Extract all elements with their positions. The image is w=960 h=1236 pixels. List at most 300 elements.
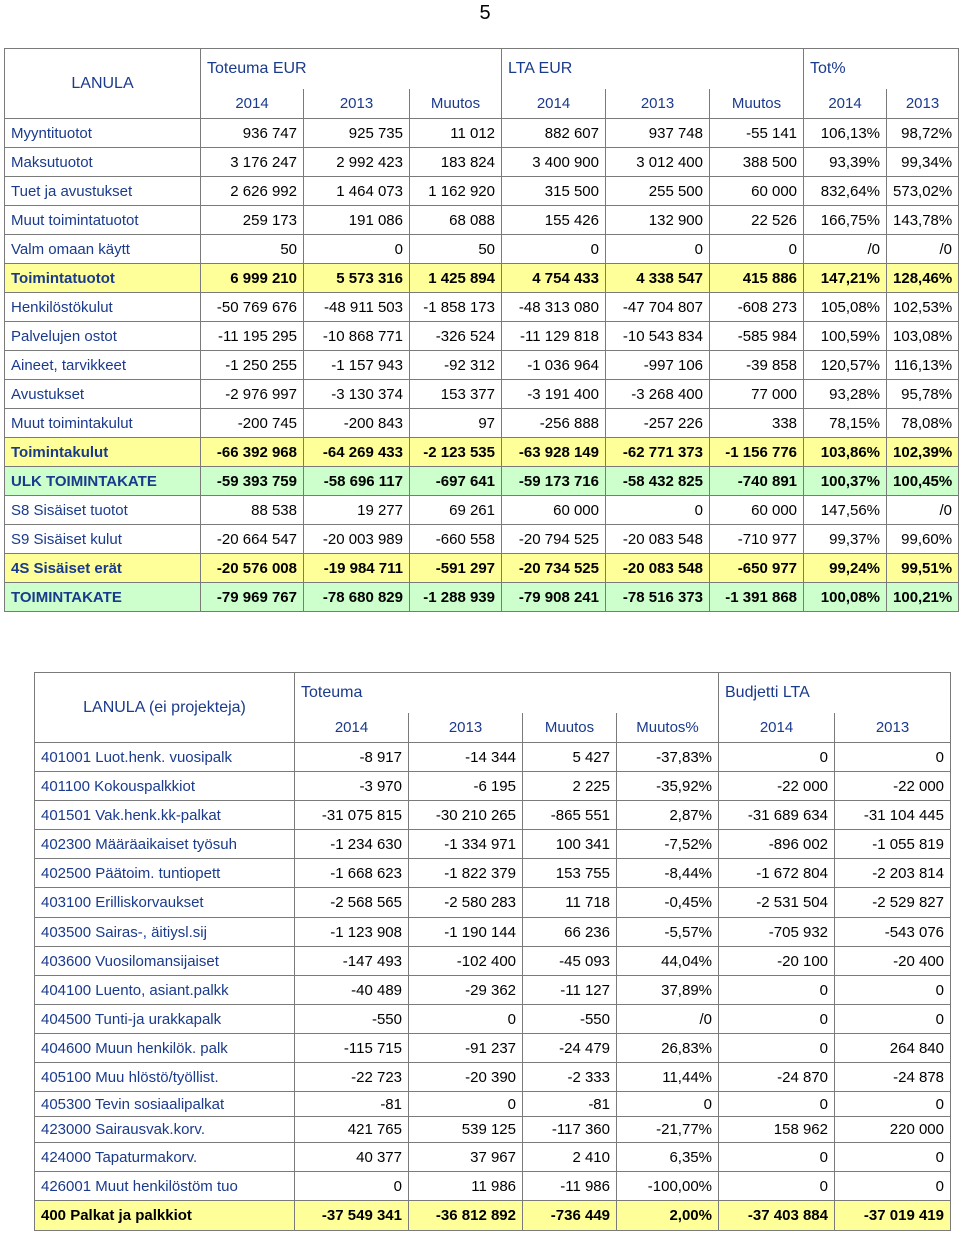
column-header: 2014	[201, 89, 304, 119]
value-cell: -64 269 433	[304, 438, 410, 467]
value-cell: 255 500	[606, 177, 710, 206]
value-cell: -1 822 379	[409, 859, 523, 888]
value-cell: -3 268 400	[606, 380, 710, 409]
value-cell: 0	[409, 1005, 523, 1034]
table-row	[5, 322, 959, 351]
value-cell: 44,04%	[617, 947, 719, 976]
value-cell: 78,08%	[887, 409, 959, 438]
value-cell: -81	[523, 1092, 617, 1117]
value-cell: -1 156 776	[710, 438, 804, 467]
value-cell: 1 162 920	[410, 177, 502, 206]
value-cell: 68 088	[410, 206, 502, 235]
table-row	[5, 351, 959, 380]
value-cell: 77 000	[710, 380, 804, 409]
value-cell: 97	[410, 409, 502, 438]
value-cell: -1 190 144	[409, 918, 523, 947]
value-cell: -1 055 819	[835, 830, 951, 859]
row-label: ULK TOIMINTAKATE	[5, 467, 201, 496]
value-cell: 539 125	[409, 1117, 523, 1143]
value-cell: 158 962	[719, 1117, 835, 1143]
value-cell: 937 748	[606, 119, 710, 148]
value-cell: -62 771 373	[606, 438, 710, 467]
table-row	[35, 1034, 951, 1063]
value-cell: -117 360	[523, 1117, 617, 1143]
table-row	[5, 525, 959, 554]
value-cell: 100,08%	[804, 583, 887, 612]
group-header: Budjetti LTA	[719, 673, 951, 713]
row-label: Aineet, tarvikkeet	[5, 351, 201, 380]
value-cell: -22 723	[295, 1063, 409, 1092]
value-cell: 2 992 423	[304, 148, 410, 177]
row-label: 405300 Tevin sosiaalipalkat	[35, 1092, 295, 1117]
table-row	[5, 409, 959, 438]
value-cell: -78 680 829	[304, 583, 410, 612]
table-title: LANULA (ei projekteja)	[35, 673, 295, 743]
value-cell: 4 754 433	[502, 264, 606, 293]
row-label: 403100 Erilliskorvaukset	[35, 888, 295, 918]
value-cell: -11 195 295	[201, 322, 304, 351]
value-cell: 315 500	[502, 177, 606, 206]
value-cell: /0	[887, 235, 959, 264]
value-cell: 2,87%	[617, 801, 719, 830]
value-cell: 22 526	[710, 206, 804, 235]
value-cell: 3 012 400	[606, 148, 710, 177]
row-label: TOIMINTAKATE	[5, 583, 201, 612]
table-row	[5, 177, 959, 206]
value-cell: 147,56%	[804, 496, 887, 525]
row-label: 405100 Muu hlöstö/työllist.	[35, 1063, 295, 1092]
value-cell: 925 735	[304, 119, 410, 148]
value-cell: -63 928 149	[502, 438, 606, 467]
value-cell: -11 127	[523, 976, 617, 1005]
value-cell: -92 312	[410, 351, 502, 380]
value-cell: 0	[295, 1172, 409, 1201]
table-row	[35, 1143, 951, 1172]
value-cell: -59 393 759	[201, 467, 304, 496]
value-cell: -100,00%	[617, 1172, 719, 1201]
row-label: 404100 Luento, asiant.palkk	[35, 976, 295, 1005]
table-row	[35, 859, 951, 888]
table-row	[35, 1117, 951, 1143]
value-cell: -24 870	[719, 1063, 835, 1092]
value-cell: -31 075 815	[295, 801, 409, 830]
row-label: Valm omaan käytt	[5, 235, 201, 264]
value-cell: 2 225	[523, 772, 617, 801]
page-number: 5	[479, 2, 491, 24]
value-cell: -58 696 117	[304, 467, 410, 496]
value-cell: -147 493	[295, 947, 409, 976]
value-cell: -3 130 374	[304, 380, 410, 409]
value-cell: 78,15%	[804, 409, 887, 438]
table-row	[35, 976, 951, 1005]
value-cell: -550	[295, 1005, 409, 1034]
value-cell: -31 689 634	[719, 801, 835, 830]
value-cell: -585 984	[710, 322, 804, 351]
value-cell: -37 403 884	[719, 1201, 835, 1231]
value-cell: -0,45%	[617, 888, 719, 918]
value-cell: 388 500	[710, 148, 804, 177]
table-row	[35, 830, 951, 859]
value-cell: 0	[835, 1172, 951, 1201]
value-cell: -2 976 997	[201, 380, 304, 409]
value-cell: 102,53%	[887, 293, 959, 322]
value-cell: 259 173	[201, 206, 304, 235]
value-cell: -256 888	[502, 409, 606, 438]
value-cell: 0	[304, 235, 410, 264]
value-cell: 99,24%	[804, 554, 887, 583]
row-label: Avustukset	[5, 380, 201, 409]
value-cell: 2 410	[523, 1143, 617, 1172]
value-cell: -2 531 504	[719, 888, 835, 918]
row-label: Tuet ja avustukset	[5, 177, 201, 206]
row-label: 423000 Sairausvak.korv.	[35, 1117, 295, 1143]
value-cell: 11 012	[410, 119, 502, 148]
value-cell: 99,37%	[804, 525, 887, 554]
column-header: 2014	[502, 89, 606, 119]
value-cell: -1 672 804	[719, 859, 835, 888]
table-row	[5, 583, 959, 612]
value-cell: -8,44%	[617, 859, 719, 888]
value-cell: -1 250 255	[201, 351, 304, 380]
value-cell: -697 641	[410, 467, 502, 496]
value-cell: 116,13%	[887, 351, 959, 380]
value-cell: 0	[835, 1143, 951, 1172]
value-cell: 0	[719, 743, 835, 772]
row-label: 402500 Päätoim. tuntiopett	[35, 859, 295, 888]
table-row	[5, 467, 959, 496]
value-cell: -2 203 814	[835, 859, 951, 888]
row-label: 401100 Kokouspalkkiot	[35, 772, 295, 801]
value-cell: -20 794 525	[502, 525, 606, 554]
value-cell: 50	[410, 235, 502, 264]
value-cell: 105,08%	[804, 293, 887, 322]
column-header: Muutos	[523, 713, 617, 743]
value-cell: -45 093	[523, 947, 617, 976]
value-cell: 421 765	[295, 1117, 409, 1143]
value-cell: 66 236	[523, 918, 617, 947]
value-cell: -2 123 535	[410, 438, 502, 467]
value-cell: 26,83%	[617, 1034, 719, 1063]
value-cell: -36 812 892	[409, 1201, 523, 1231]
row-label: Toimintatuotot	[5, 264, 201, 293]
value-cell: -11 986	[523, 1172, 617, 1201]
value-cell: 0	[719, 1172, 835, 1201]
value-cell: 60 000	[710, 496, 804, 525]
value-cell: 0	[606, 496, 710, 525]
value-cell: 0	[617, 1092, 719, 1117]
value-cell: 103,86%	[804, 438, 887, 467]
row-label: Palvelujen ostot	[5, 322, 201, 351]
column-header: 2014	[295, 713, 409, 743]
value-cell: 882 607	[502, 119, 606, 148]
value-cell: /0	[617, 1005, 719, 1034]
table-row	[35, 1092, 951, 1117]
table-row	[5, 293, 959, 322]
row-label: Toimintakulut	[5, 438, 201, 467]
group-header: LTA EUR	[502, 49, 804, 89]
value-cell: -24 479	[523, 1034, 617, 1063]
value-cell: 99,34%	[887, 148, 959, 177]
value-cell: 3 400 900	[502, 148, 606, 177]
column-header: Muutos	[710, 89, 804, 119]
row-label: S8 Sisäiset tuotot	[5, 496, 201, 525]
column-header: 2013	[304, 89, 410, 119]
value-cell: -1 668 623	[295, 859, 409, 888]
value-cell: 415 886	[710, 264, 804, 293]
column-header: 2014	[804, 89, 887, 119]
value-cell: -81	[295, 1092, 409, 1117]
value-cell: 573,02%	[887, 177, 959, 206]
value-cell: 99,51%	[887, 554, 959, 583]
value-cell: -10 543 834	[606, 322, 710, 351]
value-cell: -37 549 341	[295, 1201, 409, 1231]
table-row	[35, 1005, 951, 1034]
value-cell: 338	[710, 409, 804, 438]
value-cell: 93,28%	[804, 380, 887, 409]
table-title: LANULA	[5, 49, 201, 119]
value-cell: 106,13%	[804, 119, 887, 148]
row-label: 426001 Muut henkilöstöm tuo	[35, 1172, 295, 1201]
value-cell: -1 391 868	[710, 583, 804, 612]
row-label: Muut toimintakulut	[5, 409, 201, 438]
value-cell: 0	[835, 1005, 951, 1034]
value-cell: -8 917	[295, 743, 409, 772]
value-cell: -5,57%	[617, 918, 719, 947]
value-cell: -20 390	[409, 1063, 523, 1092]
value-cell: 100,45%	[887, 467, 959, 496]
value-cell: -543 076	[835, 918, 951, 947]
value-cell: -55 141	[710, 119, 804, 148]
value-cell: -20 734 525	[502, 554, 606, 583]
table-row	[5, 554, 959, 583]
value-cell: -11 129 818	[502, 322, 606, 351]
row-label: 4S Sisäiset erät	[5, 554, 201, 583]
value-cell: -19 984 711	[304, 554, 410, 583]
value-cell: 103,08%	[887, 322, 959, 351]
value-cell: 0	[835, 1092, 951, 1117]
value-cell: 936 747	[201, 119, 304, 148]
value-cell: -79 908 241	[502, 583, 606, 612]
table-row	[5, 148, 959, 177]
row-label: 402300 Määräaikaiset työsuh	[35, 830, 295, 859]
value-cell: -102 400	[409, 947, 523, 976]
value-cell: 50	[201, 235, 304, 264]
value-cell: -10 868 771	[304, 322, 410, 351]
column-header: 2013	[887, 89, 959, 119]
value-cell: 88 538	[201, 496, 304, 525]
row-label: 401501 Vak.henk.kk-palkat	[35, 801, 295, 830]
value-cell: -48 313 080	[502, 293, 606, 322]
value-cell: -550	[523, 1005, 617, 1034]
row-label: Henkilöstökulut	[5, 293, 201, 322]
value-cell: -1 036 964	[502, 351, 606, 380]
row-label: Muut toimintatuotot	[5, 206, 201, 235]
value-cell: 4 338 547	[606, 264, 710, 293]
lanula-salary-table	[34, 672, 951, 1231]
value-cell: -14 344	[409, 743, 523, 772]
table-row	[35, 801, 951, 830]
value-cell: 37,89%	[617, 976, 719, 1005]
table-row	[35, 1063, 951, 1092]
value-cell: 0	[719, 1092, 835, 1117]
value-cell: -24 878	[835, 1063, 951, 1092]
row-label: 400 Palkat ja palkkiot	[35, 1201, 295, 1231]
value-cell: 11,44%	[617, 1063, 719, 1092]
table-row	[5, 119, 959, 148]
table-row	[5, 380, 959, 409]
value-cell: -78 516 373	[606, 583, 710, 612]
value-cell: -59 173 716	[502, 467, 606, 496]
row-label: 403600 Vuosilomansijaiset	[35, 947, 295, 976]
value-cell: 1 464 073	[304, 177, 410, 206]
value-cell: 191 086	[304, 206, 410, 235]
value-cell: 95,78%	[887, 380, 959, 409]
table-row	[35, 1172, 951, 1201]
value-cell: -740 891	[710, 467, 804, 496]
value-cell: 155 426	[502, 206, 606, 235]
value-cell: 0	[710, 235, 804, 264]
column-header: 2013	[409, 713, 523, 743]
value-cell: 143,78%	[887, 206, 959, 235]
value-cell: -1 157 943	[304, 351, 410, 380]
value-cell: -3 970	[295, 772, 409, 801]
value-cell: 166,75%	[804, 206, 887, 235]
row-label: 403500 Sairas-, äitiysl.sij	[35, 918, 295, 947]
value-cell: 0	[719, 976, 835, 1005]
value-cell: 264 840	[835, 1034, 951, 1063]
value-cell: -736 449	[523, 1201, 617, 1231]
value-cell: -20 576 008	[201, 554, 304, 583]
value-cell: 132 900	[606, 206, 710, 235]
value-cell: -608 273	[710, 293, 804, 322]
row-label: 424000 Tapaturmakorv.	[35, 1143, 295, 1172]
value-cell: /0	[804, 235, 887, 264]
value-cell: 0	[835, 743, 951, 772]
value-cell: -6 195	[409, 772, 523, 801]
group-header: Toteuma EUR	[201, 49, 502, 89]
value-cell: -37 019 419	[835, 1201, 951, 1231]
value-cell: 153 377	[410, 380, 502, 409]
value-cell: -1 123 908	[295, 918, 409, 947]
value-cell: 100,21%	[887, 583, 959, 612]
table-row	[5, 496, 959, 525]
row-label: 404600 Muun henkilök. palk	[35, 1034, 295, 1063]
value-cell: -79 969 767	[201, 583, 304, 612]
table-row	[35, 743, 951, 772]
value-cell: 102,39%	[887, 438, 959, 467]
row-label: 401001 Luot.henk. vuosipalk	[35, 743, 295, 772]
row-label: 404500 Tunti-ja urakkapalk	[35, 1005, 295, 1034]
row-label: S9 Sisäiset kulut	[5, 525, 201, 554]
value-cell: 2,00%	[617, 1201, 719, 1231]
value-cell: 5 427	[523, 743, 617, 772]
table-row	[5, 264, 959, 293]
column-header: 2013	[835, 713, 951, 743]
value-cell: 69 261	[410, 496, 502, 525]
value-cell: -22 000	[835, 772, 951, 801]
value-cell: -326 524	[410, 322, 502, 351]
value-cell: 11 986	[409, 1172, 523, 1201]
value-cell: 40 377	[295, 1143, 409, 1172]
column-header: Muutos	[410, 89, 502, 119]
value-cell: 0	[719, 1143, 835, 1172]
value-cell: 93,39%	[804, 148, 887, 177]
value-cell: 153 755	[523, 859, 617, 888]
value-cell: 60 000	[710, 177, 804, 206]
value-cell: -31 104 445	[835, 801, 951, 830]
value-cell: -20 400	[835, 947, 951, 976]
value-cell: 19 277	[304, 496, 410, 525]
table-row	[5, 206, 959, 235]
value-cell: -200 745	[201, 409, 304, 438]
value-cell: /0	[887, 496, 959, 525]
value-cell: -200 843	[304, 409, 410, 438]
value-cell: 2 626 992	[201, 177, 304, 206]
value-cell: -20 664 547	[201, 525, 304, 554]
value-cell: 832,64%	[804, 177, 887, 206]
value-cell: -865 551	[523, 801, 617, 830]
value-cell: -3 191 400	[502, 380, 606, 409]
value-cell: -1 334 971	[409, 830, 523, 859]
value-cell: -58 432 825	[606, 467, 710, 496]
value-cell: 6,35%	[617, 1143, 719, 1172]
value-cell: 120,57%	[804, 351, 887, 380]
value-cell: 100,59%	[804, 322, 887, 351]
value-cell: -2 333	[523, 1063, 617, 1092]
value-cell: 128,46%	[887, 264, 959, 293]
group-header: Toteuma	[295, 673, 719, 713]
table-row	[35, 918, 951, 947]
value-cell: -20 083 548	[606, 525, 710, 554]
value-cell: 3 176 247	[201, 148, 304, 177]
value-cell: -20 003 989	[304, 525, 410, 554]
value-cell: -2 529 827	[835, 888, 951, 918]
lanula-summary-table	[4, 48, 959, 612]
value-cell: -40 489	[295, 976, 409, 1005]
value-cell: -257 226	[606, 409, 710, 438]
value-cell: -1 858 173	[410, 293, 502, 322]
value-cell: 147,21%	[804, 264, 887, 293]
value-cell: 0	[719, 1034, 835, 1063]
value-cell: -47 704 807	[606, 293, 710, 322]
value-cell: -35,92%	[617, 772, 719, 801]
value-cell: 0	[502, 235, 606, 264]
value-cell: 98,72%	[887, 119, 959, 148]
table-row	[5, 438, 959, 467]
column-header: 2014	[719, 713, 835, 743]
value-cell: 220 000	[835, 1117, 951, 1143]
value-cell: -710 977	[710, 525, 804, 554]
value-cell: -20 083 548	[606, 554, 710, 583]
value-cell: 37 967	[409, 1143, 523, 1172]
value-cell: 11 718	[523, 888, 617, 918]
column-header: 2013	[606, 89, 710, 119]
value-cell: -997 106	[606, 351, 710, 380]
value-cell: 60 000	[502, 496, 606, 525]
value-cell: 183 824	[410, 148, 502, 177]
table-row	[5, 235, 959, 264]
value-cell: -91 237	[409, 1034, 523, 1063]
value-cell: -705 932	[719, 918, 835, 947]
value-cell: -896 002	[719, 830, 835, 859]
value-cell: -591 297	[410, 554, 502, 583]
column-header: Muutos%	[617, 713, 719, 743]
table-row	[35, 888, 951, 918]
value-cell: -7,52%	[617, 830, 719, 859]
row-label: Maksutuotot	[5, 148, 201, 177]
value-cell: -48 911 503	[304, 293, 410, 322]
value-cell: -1 234 630	[295, 830, 409, 859]
